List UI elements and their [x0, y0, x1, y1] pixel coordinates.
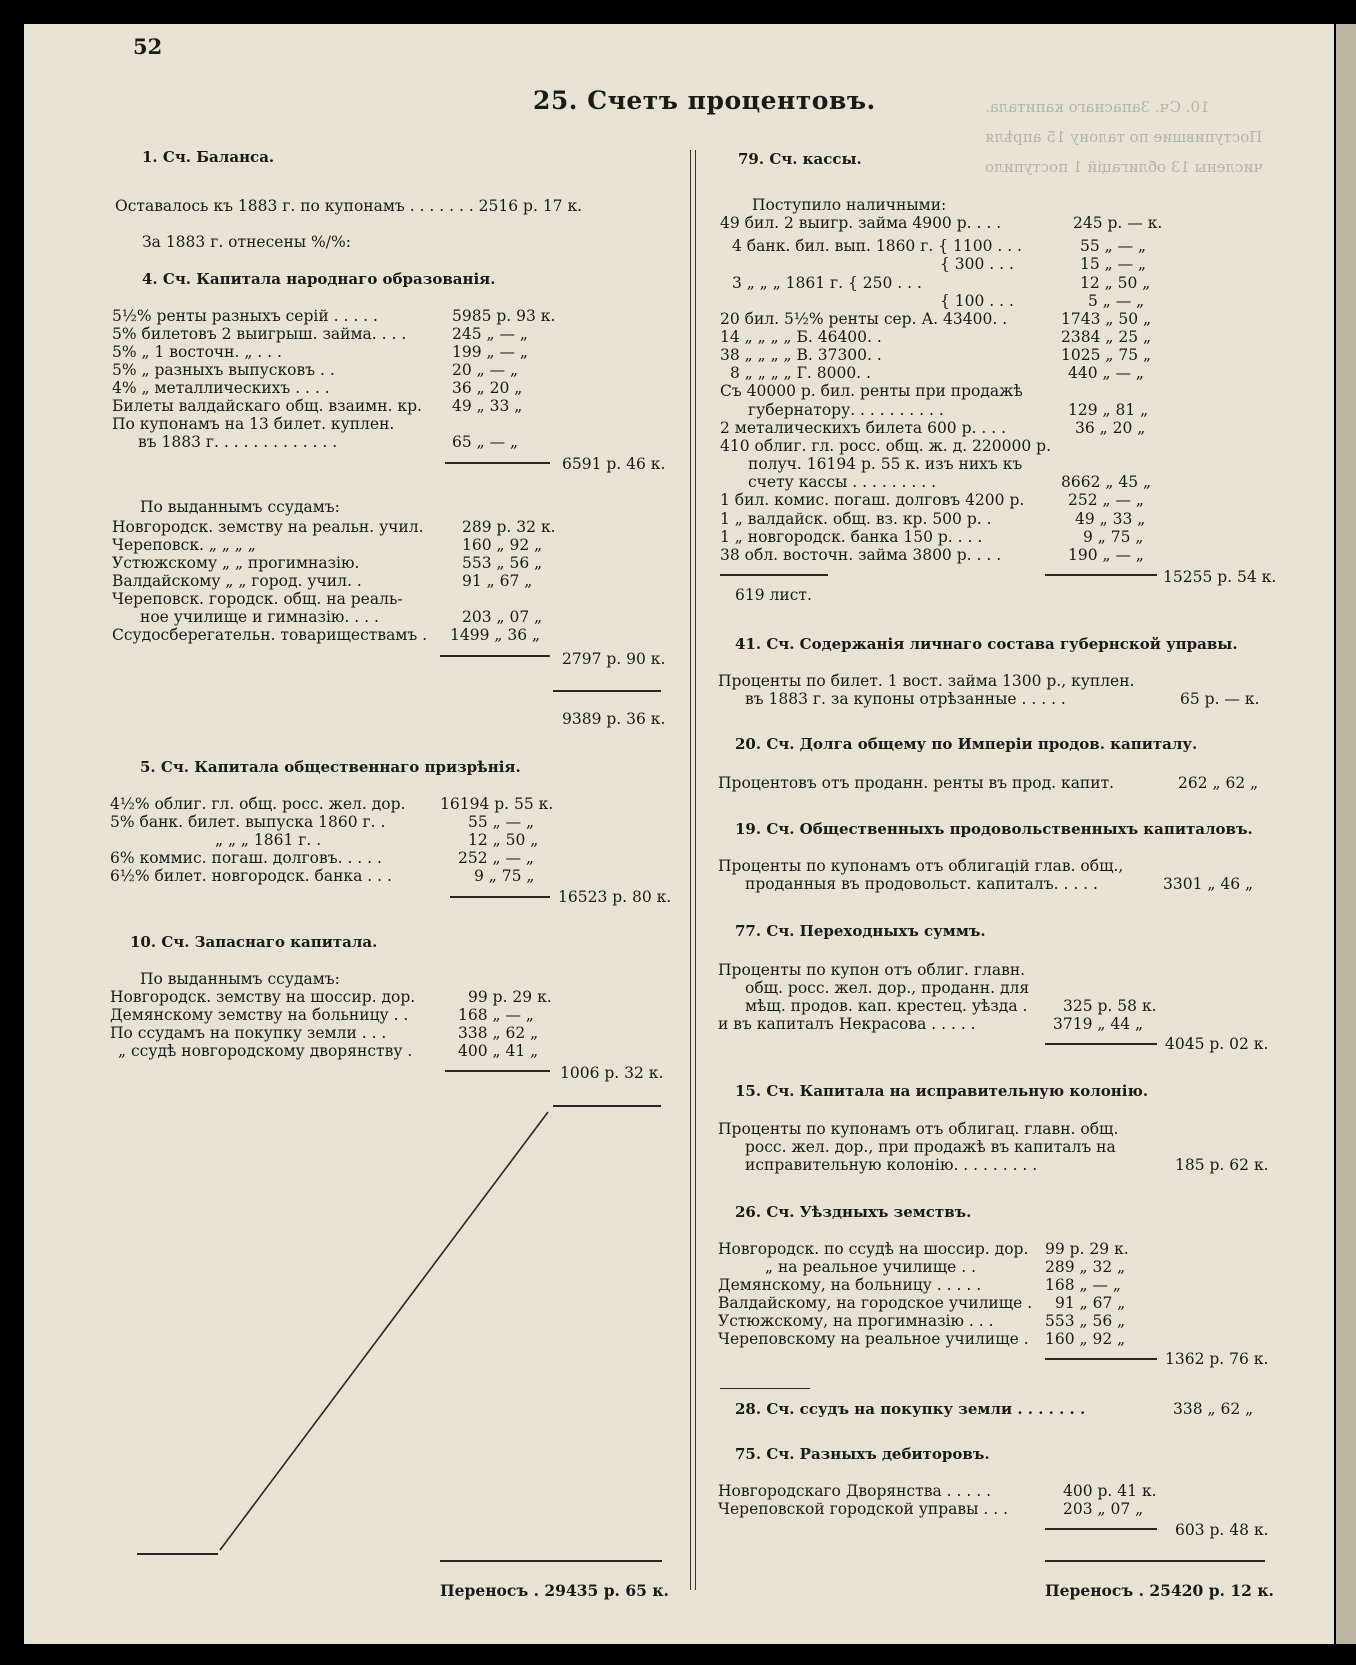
section-heading: 79. Сч. кассы.	[738, 150, 862, 168]
ledger-value: 252 „ — „	[458, 849, 534, 867]
ledger-label: По ссудамъ на покупку земли . . .	[110, 1024, 387, 1042]
ledger-label: По купонамъ на 13 билет. куплен.	[112, 415, 395, 433]
section-heading: 41. Сч. Содержанія личнаго состава губернской управы.	[735, 635, 1238, 653]
ledger-value: 553 „ 56 „	[1045, 1312, 1126, 1330]
ledger-label: 5% билетовъ 2 выигрыш. займа. . . .	[112, 325, 407, 343]
entry-line: исправительную колонію. . . . . . . . .	[745, 1156, 1038, 1174]
ledger-value: 49 „ 33 „	[1075, 510, 1146, 528]
ledger-label: Валдайскому, на городское училище .	[718, 1294, 1033, 1312]
entry-line: Проценты по купон отъ облиг. главн.	[718, 961, 1026, 979]
ledger-label: 38 „ „ „ „ В. 37300. .	[720, 346, 882, 364]
ledger-value: 1743 „ 50 „	[1061, 310, 1152, 328]
ledger-value: 203 „ 07 „	[462, 608, 543, 626]
ledger-value: 99 р. 29 к.	[1045, 1240, 1129, 1258]
sum-rule	[720, 1388, 810, 1389]
ledger-label: 49 бил. 2 выигр. займа 4900 р. . . .	[720, 214, 1002, 232]
ledger-label: губернатору. . . . . . . . . .	[748, 401, 944, 419]
subsection-heading: По выданнымъ ссудамъ:	[140, 970, 340, 988]
entry-line: общ. росс. жел. дор., проданн. для	[745, 979, 1030, 997]
ledger-value: 160 „ 92 „	[462, 536, 543, 554]
ledger-value: 36 „ 20 „	[1075, 419, 1146, 437]
subtotal: 1362 р. 76 к.	[1165, 1350, 1269, 1368]
ledger-value: 55 „ — „	[1080, 237, 1147, 255]
ledger-value: 325 р. 58 к.	[1063, 997, 1157, 1015]
ledger-label: 5½% ренты разныхъ серій . . . . .	[112, 307, 378, 325]
ledger-label: Новгородск. по ссудѣ на шоссир. дор.	[718, 1240, 1029, 1258]
ledger-value: 99 р. 29 к.	[468, 988, 552, 1006]
ledger-value: 3301 „ 46 „	[1163, 875, 1254, 893]
entry-note: За 1883 г. отнесены %/%:	[142, 233, 351, 251]
ledger-label: 6½% билет. новгородск. банка . . .	[110, 867, 392, 885]
ledger-value: 12 „ 50 „	[468, 831, 539, 849]
ledger-value: 185 р. 62 к.	[1175, 1156, 1269, 1174]
subtotal: 16523 р. 80 к.	[558, 888, 672, 906]
ledger-value: 262 „ 62 „	[1178, 774, 1259, 792]
ledger-label: Устюжскому, на прогимназію . . .	[718, 1312, 994, 1330]
ledger-label: получ. 16194 р. 55 к. изъ нихъ къ	[748, 455, 1023, 473]
entry-line: Процентовъ отъ проданн. ренты въ прод. капит.	[718, 774, 1115, 792]
ledger-label: 20 бил. 5½% ренты сер. А. 43400. .	[720, 310, 1008, 328]
ledger-value: 168 „ — „	[458, 1006, 534, 1024]
entry-line: Оставалось къ 1883 г. по купонамъ . . . . . . . 2516 р. 17 к.	[115, 197, 583, 215]
ledger-value: 252 „ — „	[1068, 491, 1144, 509]
ledger-label: „ ссудѣ новгородскому дворянству .	[118, 1042, 413, 1060]
ledger-value: 400 р. 41 к.	[1063, 1482, 1157, 1500]
ledger-label: 1 „ валдайск. общ. вз. кр. 500 р. .	[720, 510, 992, 528]
entry-line: росс. жел. дор., при продажѣ въ капиталъ на	[745, 1138, 1116, 1156]
ledger-label: Новгородскаго Дворянства . . . . .	[718, 1482, 991, 1500]
ledger-value: 65 „ — „	[452, 433, 519, 451]
grand-total: 9389 р. 36 к.	[562, 710, 666, 728]
ledger-label: Устюжскому „ „ прогимназію.	[112, 554, 360, 572]
ledger-value: 15 „ — „	[1080, 255, 1147, 273]
ledger-label: 5% банк. билет. выпуска 1860 г. .	[110, 813, 386, 831]
ledger-label: ное училище и гимназію. . . .	[140, 608, 379, 626]
ledger-label: Череповскому на реальное училище .	[718, 1330, 1029, 1348]
ledger-value: 9 „ 75 „	[474, 867, 535, 885]
ledger-label: 4 банк. бил. вып. 1860 г. { 1100 . . .	[732, 237, 1022, 255]
ledger-value: 160 „ 92 „	[1045, 1330, 1126, 1348]
ledger-value: 2384 „ 25 „	[1061, 328, 1152, 346]
entry-line: мѣщ. продов. кап. крестец. уѣзда .	[745, 997, 1028, 1015]
ledger-value: 20 „ — „	[452, 361, 519, 379]
ledger-value: 8662 „ 45 „	[1061, 473, 1152, 491]
ledger-label: 4½% облиг. гл. общ. росс. жел. дор.	[110, 795, 406, 813]
subtotal: 4045 р. 02 к.	[1165, 1035, 1269, 1053]
entry-line: проданныя въ продовольст. капиталъ. . . . .	[745, 875, 1098, 893]
ledger-label: Новгородск. земству на реальн. учил.	[112, 518, 424, 536]
ledger-label: Съ 40000 р. бил. ренты при продажѣ	[720, 382, 1023, 400]
section-heading: 19. Сч. Общественныхъ продовольственныхъ капиталовъ.	[735, 820, 1253, 838]
ledger-label: 5% „ 1 восточн. „ . . .	[112, 343, 282, 361]
ledger-value: 440 „ — „	[1068, 364, 1144, 382]
ledger-value: 5 „ — „	[1088, 292, 1145, 310]
ledger-value: 36 „ 20 „	[452, 379, 523, 397]
subsection-heading: По выданнымъ ссудамъ:	[140, 498, 340, 516]
page-title: 25. Счетъ процентовъ.	[533, 86, 876, 115]
ledger-label: Череповск. „ „ „ „	[112, 536, 256, 554]
sum-rule	[440, 1560, 662, 1562]
ledger-value: 338 „ 62 „	[458, 1024, 539, 1042]
section-heading: 15. Сч. Капитала на исправительную колонію.	[735, 1082, 1149, 1100]
ledger-value: 203 „ 07 „	[1063, 1500, 1144, 1518]
ledger-value: 65 р. — к.	[1180, 690, 1260, 708]
ledger-label: 6% коммис. погаш. долговъ. . . . .	[110, 849, 382, 867]
carry-forward: Переносъ . 29435 р. 65 к.	[440, 1581, 669, 1600]
entry-note: 619 лист.	[735, 586, 812, 604]
bleed-through-text: числены 13 облигацій 1 поступило	[985, 158, 1264, 176]
ledger-value: 1025 „ 75 „	[1061, 346, 1152, 364]
ledger-label: 5% „ разныхъ выпусковъ . .	[112, 361, 335, 379]
ledger-value: 245 р. — к.	[1073, 214, 1163, 232]
ledger-label: Билеты валдайскаго общ. взаимн. кр.	[112, 397, 422, 415]
ledger-value: 190 „ — „	[1068, 546, 1144, 564]
section-heading: 77. Сч. Переходныхъ суммъ.	[735, 922, 986, 940]
ledger-label: { 100 . . .	[940, 292, 1014, 310]
ledger-label: „ „ „ 1861 г. .	[215, 831, 322, 849]
ledger-value: 12 „ 50 „	[1080, 274, 1151, 292]
sum-rule	[1045, 1560, 1265, 1562]
sum-rule	[1045, 1043, 1157, 1045]
subtotal: 2797 р. 90 к.	[562, 650, 666, 668]
ledger-value: 55 „ — „	[468, 813, 535, 831]
section-heading: 20. Сч. Долга общему по Имперіи продов. капиталу.	[735, 735, 1198, 753]
ledger-label: Череповск. городск. общ. на реаль-	[112, 590, 403, 608]
ledger-label: 38 обл. восточн. займа 3800 р. . . .	[720, 546, 1002, 564]
ledger-value: 9 „ 75 „	[1083, 528, 1144, 546]
ledger-label: { 300 . . .	[940, 255, 1014, 273]
ledger-value: 553 „ 56 „	[462, 554, 543, 572]
ledger-value: 1499 „ 36 „	[450, 626, 541, 644]
sum-rule	[720, 574, 828, 576]
ledger-value: 5985 р. 93 к.	[452, 307, 556, 325]
section-heading: 5. Сч. Капитала общественнаго призрѣнія.	[140, 758, 521, 776]
ledger-label: 1 „ новгородск. банка 150 р. . . .	[720, 528, 983, 546]
sum-rule	[1045, 1528, 1157, 1530]
ledger-label: 410 облиг. гл. росс. общ. ж. д. 220000 р.	[720, 437, 1052, 455]
ledger-value: 245 „ — „	[452, 325, 528, 343]
ledger-label: 14 „ „ „ „ Б. 46400. .	[720, 328, 882, 346]
entry-line: и въ капиталъ Некрасова . . . . .	[718, 1015, 976, 1033]
section-heading: 4. Сч. Капитала народнаго образованія.	[142, 270, 496, 288]
ledger-value: 3719 „ 44 „	[1053, 1015, 1144, 1033]
ledger-value: 49 „ 33 „	[452, 397, 523, 415]
subtotal: 603 р. 48 к.	[1175, 1521, 1269, 1539]
ledger-label: Валдайскому „ „ город. учил. .	[112, 572, 362, 590]
ledger-value: 400 „ 41 „	[458, 1042, 539, 1060]
section-heading: 26. Сч. Уѣздныхъ земствъ.	[735, 1203, 972, 1221]
ledger-value: 91 „ 67 „	[462, 572, 533, 590]
ledger-label: Демянскому земству на больницу . .	[110, 1006, 409, 1024]
section-heading: 10. Сч. Запаснаго капитала.	[130, 933, 378, 951]
entry-line: Проценты по билет. 1 вост. займа 1300 р., куплен.	[718, 672, 1135, 690]
ledger-label: 4% „ металлическихъ . . . .	[112, 379, 330, 397]
entry-line: Проценты по купонамъ отъ облигац. главн. общ.	[718, 1120, 1119, 1138]
ledger-label: счету кассы . . . . . . . . .	[748, 473, 937, 491]
page-number: 52	[133, 34, 163, 59]
ledger-label: въ 1883 г. . . . . . . . . . . . .	[138, 433, 338, 451]
subtotal: 1006 р. 32 к.	[560, 1064, 664, 1082]
ledger-value: 168 „ — „	[1045, 1276, 1121, 1294]
ledger-label: „ на реальное училище . .	[765, 1258, 977, 1276]
ledger-label: 3 „ „ „ 1861 г. { 250 . . .	[732, 274, 922, 292]
ledger-label: Ссудосберегательн. товариществамъ .	[112, 626, 428, 644]
ledger-value: 91 „ 67 „	[1055, 1294, 1126, 1312]
ledger-label: Череповской городской управы . . .	[718, 1500, 1009, 1518]
entry-line: Проценты по купонамъ отъ облигацій глав. общ.,	[718, 857, 1124, 875]
ledger-label: Демянскому, на больницу . . . . .	[718, 1276, 982, 1294]
ledger-value: 16194 р. 55 к.	[440, 795, 554, 813]
section-heading: 75. Сч. Разныхъ дебиторовъ.	[735, 1445, 990, 1463]
entry-line: въ 1883 г. за купоны отрѣзанные . . . . .	[745, 690, 1066, 708]
ledger-label: 2 металическихъ билета 600 р. . . .	[720, 419, 1007, 437]
ledger-value: 289 р. 32 к.	[462, 518, 556, 536]
subtotal: 15255 р. 54 к.	[1163, 568, 1277, 586]
subtotal: 6591 р. 46 к.	[562, 455, 666, 473]
section-heading: 1. Сч. Баланса.	[142, 148, 275, 166]
bleed-through-text: Поступившие по талону 15 апрѣля	[985, 128, 1263, 146]
ledger-label: Новгородск. земству на шоссир. дор.	[110, 988, 416, 1006]
ledger-label: 8 „ „ „ „ Г. 8000. .	[730, 364, 871, 382]
ledger-label: 1 бил. комис. погаш. долговъ 4200 р.	[720, 491, 1025, 509]
bleed-through-heading: 10. Сч. Запаснаго капитала.	[985, 98, 1210, 116]
sum-rule	[1045, 574, 1157, 576]
ledger-value: 338 „ 62 „	[1173, 1400, 1254, 1418]
ledger-value: 289 „ 32 „	[1045, 1258, 1126, 1276]
sum-rule	[1045, 1358, 1157, 1360]
carry-forward: Переносъ . 25420 р. 12 к.	[1045, 1581, 1274, 1600]
ledger-value: 199 „ — „	[452, 343, 528, 361]
section-heading: 28. Сч. ссудъ на покупку земли . . . . . . .	[735, 1400, 1086, 1418]
subsection-heading: Поступило наличными:	[752, 196, 947, 214]
ledger-value: 129 „ 81 „	[1068, 401, 1149, 419]
